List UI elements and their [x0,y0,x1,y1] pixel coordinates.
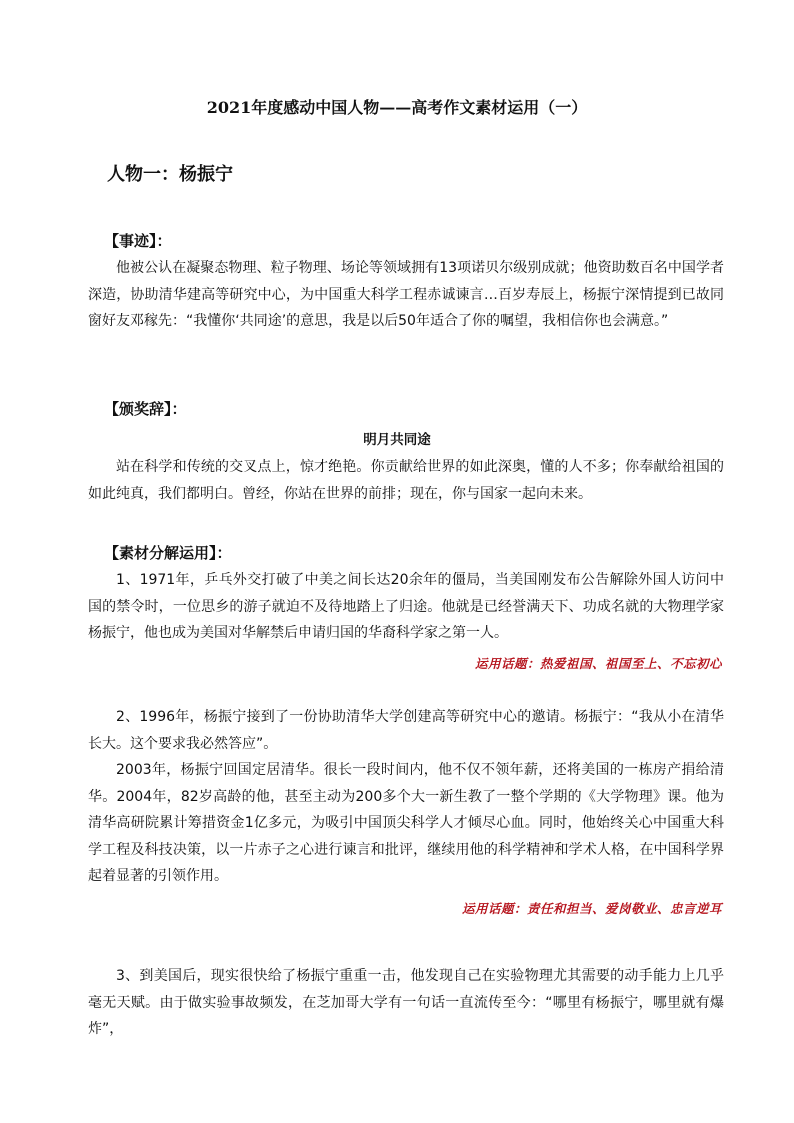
usage-item-3 [88,963,724,1043]
usage-topic-1: 运用话题：热爱祖国、祖国至上、不忘初心 [474,656,722,671]
usage-heading: 【素材分解运用】： [104,544,232,562]
document-title: 2021年度感动中国人物——高考作文素材运用（一） [206,98,588,117]
usage-item-2b-text: 2003年，杨振宁回国定居清华。很长一段时间内，他不仅不领年薪，还将美国的一栋房产捐给清华。2004年，82岁高龄的他，甚至主动为200多个大一新生教了一整个学期的《大学物理》课。他为清华高研院累计筹措资金1亿多元，为吸引中国顶尖科学人才倾尽心血。同时，他始终关心中国重大科学工程及科技决策，以一片赤子之心进行谏言和批评，继续用他的科学精神和学术人格，在中国科学界起着显著的引领作用。 [88,762,724,884]
deeds-heading: 【事迹】： [104,232,172,250]
award-heading: 【颁奖辞】： [104,400,187,418]
person-heading: 人物一：杨振宁 [107,164,233,185]
usage-item-1 [88,567,724,647]
usage-item-1-text: 1、1971年，乒乓外交打破了中美之间长达20余年的僵局，当美国刚发布公告解除外国人访问中国的禁令时，一位思乡的游子就迫不及待地踏上了归途。他就是已经誉满天下、功成名就的大物理学家杨振宁，他也成为美国对华解禁后申请归国的华裔科学家之第一人。 [88,572,724,641]
award-text: 站在科学和传统的交叉点上，惊才绝艳。你贡献给世界的如此深奥，懂的人不多；你奉献给祖国的如此纯真，我们都明白。曾经，你站在世界的前排；现在，你与国家一起向未来。 [88,459,724,502]
usage-item-3-text: 3、到美国后，现实很快给了杨振宁重重一击，他发现自己在实验物理尤其需要的动手能力上几乎毫无天赋。由于做实验事故频发，在芝加哥大学有一句话一直流传至今：“哪里有杨振宁，哪里就有爆炸”， [88,968,724,1037]
award-poem-title: 明月共同途 [363,432,431,448]
usage-item-2 [88,704,724,890]
usage-topic-2: 运用话题：责任和担当、爱岗敬业、忠言逆耳 [461,901,722,916]
usage-item-2a-text: 2、1996年，杨振宁接到了一份协助清华大学创建高等研究中心的邀请。杨振宁：“我从小在清华长大。这个要求我必然答应”。 [88,709,724,752]
deeds-text: 他被公认在凝聚态物理、粒子物理、场论等领域拥有13项诺贝尔级别成就；他资助数百名中国学者深造，协助清华建高等研究中心，为中国重大科学工程赤诚谏言…百岁寿辰上，杨振宁深情提到已故同窗好友邓稼先：“我懂你‘共同途’的意思，我是以后50年适合了你的嘱望，我相信你也会满意。” [88,260,724,329]
award-paragraph [88,454,724,507]
deeds-paragraph [88,255,724,335]
